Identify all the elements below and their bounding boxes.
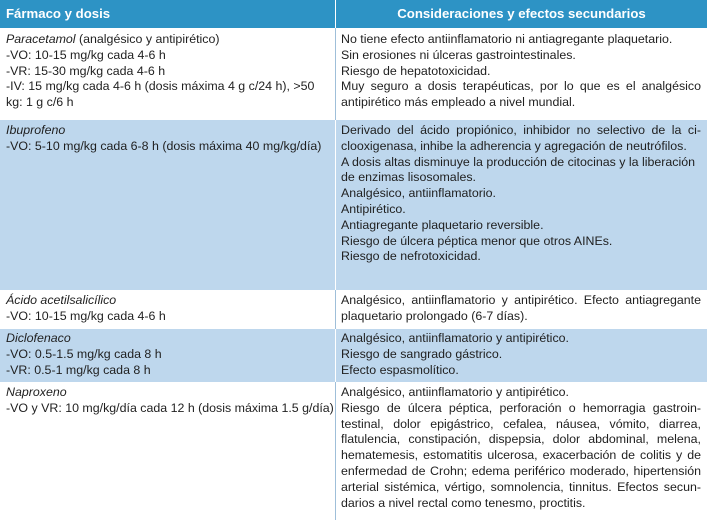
considerations-cell — [341, 331, 701, 378]
note-line: Riesgo de nefrotoxicidad. — [341, 249, 481, 264]
drug-dose-cell — [6, 331, 332, 378]
dose-line: -VO: 10-15 mg/kg cada 4-6 h — [6, 47, 166, 62]
note-line: plaquetario prolongado (6-7 días). — [341, 308, 528, 323]
note-line: Riesgo de úlcera péptica, perforación o hemorragia gastroin- — [341, 400, 701, 415]
note-line: antipirético más empleado a nivel mundial. — [341, 95, 576, 110]
column-divider — [335, 329, 336, 382]
column-divider — [335, 28, 336, 120]
note-line: Antipirético. — [341, 201, 406, 216]
drug-dose-cell — [6, 293, 332, 325]
table-row — [0, 120, 707, 290]
drug-dose-cell — [6, 385, 332, 417]
drug-name: Ácido acetilsalicílico — [6, 293, 117, 307]
note-line: Riesgo de úlcera péptica menor que otros AINEs. — [341, 233, 613, 248]
note-line: enfermedad de Crohn; edema periférico moderado, hipertensión — [341, 463, 701, 478]
column-divider — [335, 382, 336, 520]
table-row — [0, 382, 707, 520]
note-line: Derivado del ácido propiónico, inhibidor no selectivo de la ci- — [341, 123, 701, 137]
column-divider — [335, 120, 336, 290]
note-line: No tiene efecto antiinflamatorio ni antiagregante plaquetario. — [341, 32, 673, 46]
note-line: Sin erosiones ni úlceras gastrointestinales. — [341, 47, 576, 62]
note-line: Analgésico, antiinflamatorio. — [341, 186, 496, 201]
dose-line: -VR: 15-30 mg/kg cada 4-6 h — [6, 63, 166, 78]
dose-line: -VR: 0.5-1 mg/kg cada 8 h — [6, 362, 151, 377]
header-considerations: Consideraciones y efectos secundarios — [397, 6, 646, 21]
dose-line: -IV: 15 mg/kg cada 4-6 h (dosis máxima 4 g c/24 h), >50 — [6, 79, 315, 94]
considerations-cell — [341, 123, 701, 265]
note-line: testinal, dolor epigástrico, cefalea, náusea, vómito, diarrea, — [341, 416, 701, 431]
note-line: darios a nivel rectal como tenesmo, proctitis. — [341, 495, 586, 510]
drug-dose-cell — [6, 32, 332, 111]
dose-line: -VO: 5-10 mg/kg cada 6-8 h (dosis máxima 40 mg/kg/día) — [6, 138, 322, 153]
note-line: Muy seguro a dosis terapéuticas, por lo que es el analgésico — [341, 79, 701, 94]
drug-class: (analgésico y antipirético) — [75, 32, 220, 46]
note-line: Analgésico, antiinflamatorio y antipirético. — [341, 385, 569, 399]
table-row — [0, 290, 707, 329]
note-line: hematemesis, estomatitis ulcerosa, exacerbación de colitis y de — [341, 448, 701, 463]
drug-dose-cell — [6, 123, 332, 155]
table-row — [0, 28, 707, 120]
drug-name: Diclofenaco — [6, 331, 71, 345]
note-line: Antiagregante plaquetario reversible. — [341, 217, 544, 232]
dose-line: -VO: 10-15 mg/kg cada 4-6 h — [6, 308, 166, 323]
note-line: A dosis altas disminuye la producción de citocinas y la liberación — [341, 154, 696, 169]
dose-line: -VO y VR: 10 mg/kg/día cada 12 h (dosis máxima 1.5 g/día) — [6, 400, 334, 415]
considerations-cell — [341, 385, 701, 511]
column-divider — [335, 290, 336, 329]
drug-name: Paracetamol — [6, 32, 76, 46]
note-line: arterial sistémica, vértigo, somnolencia, tinnitus. Efectos secun- — [341, 479, 701, 494]
note-line: Analgésico, antiinflamatorio y antipirético. Efecto antiagregante — [341, 293, 701, 307]
note-line: clooxigenasa, inhibe la adherencia y agregación de neutrófilos. — [341, 138, 687, 153]
table-row — [0, 329, 707, 382]
table-header — [0, 0, 707, 28]
note-line: Efecto espasmolítico. — [341, 362, 459, 377]
note-line: Riesgo de sangrado gástrico. — [341, 346, 503, 361]
drug-name: Ibuprofeno — [6, 123, 66, 137]
dose-line: -VO: 0.5-1.5 mg/kg cada 8 h — [6, 346, 162, 361]
header-drug-dose: Fármaco y dosis — [6, 6, 111, 21]
drug-name: Naproxeno — [6, 385, 67, 399]
note-line: Riesgo de hepatotoxicidad. — [341, 63, 491, 78]
note-line: Analgésico, antiinflamatorio y antipirético. — [341, 331, 569, 345]
note-line: de enzimas lisosomales. — [341, 170, 476, 185]
dose-line: kg: 1 g c/6 h — [6, 95, 74, 110]
note-line: flatulencia, constipación, dispepsia, dolor abdominal, melena, — [341, 432, 701, 447]
considerations-cell — [341, 32, 701, 111]
considerations-cell — [341, 293, 701, 325]
